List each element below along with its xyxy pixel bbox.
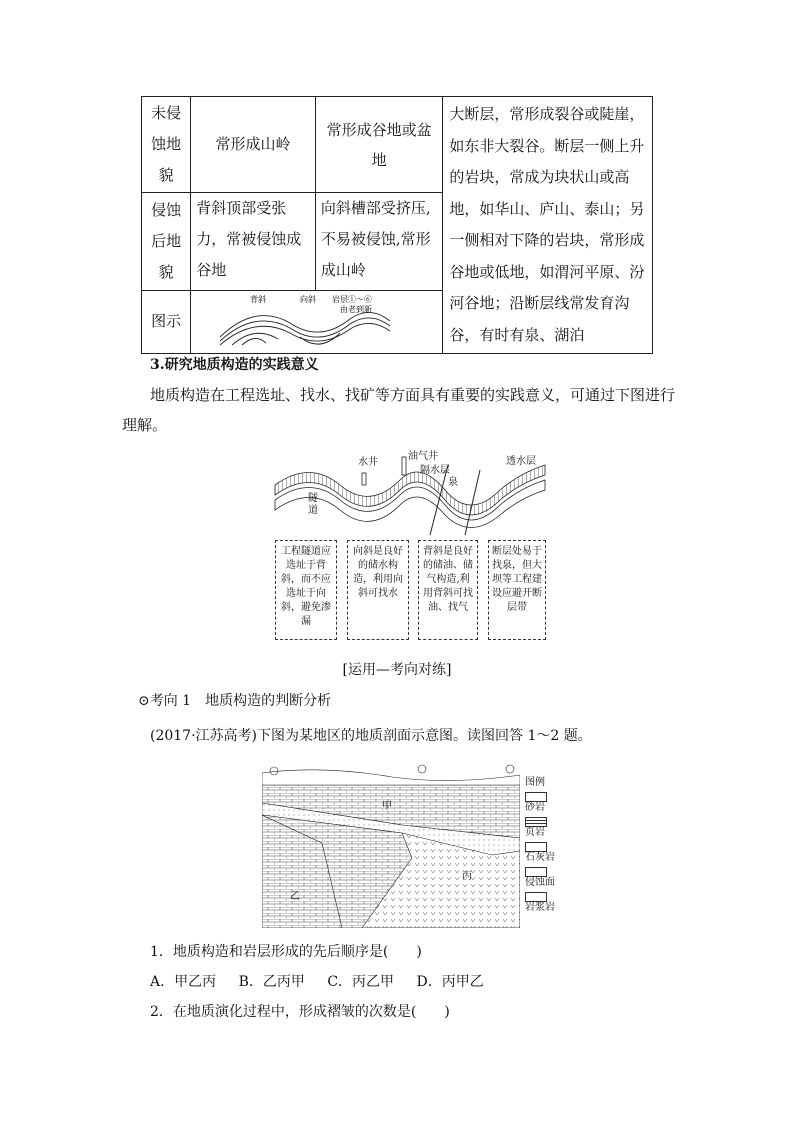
cell-fault-description: 大断层，常形成裂谷或陡崖，如东非大裂谷。断层一侧上升的岩块，常成为块状山或高地，如华山、庐山、泰山；另一侧相对下降的岩块，常形成谷地或低地，如渭河平原、汾河谷地；沿断层线常发育沟谷，有时有泉、湖泊 [443, 97, 653, 354]
row-head-uneroded: 未侵蚀地貌 [142, 97, 191, 193]
legend-erosion-swatch [525, 867, 547, 877]
fold-illustration [200, 293, 433, 351]
kaoxiang-heading: ⊙考向 1 地质构造的判断分析 [138, 693, 332, 709]
row-head-figure: 图示 [142, 290, 191, 354]
q1-option-b[interactable]: B．乙丙甲 [238, 974, 305, 990]
label-oil-gas-well: 油气井 [408, 451, 438, 462]
section-3-paragraph: 地质构造在工程选址、找水、找矿等方面具有重要的实践意义，可通过下图进行理解。 [122, 386, 676, 434]
legend-title: 图例 [525, 777, 545, 788]
note-tunnel: 工程隧道应选址于背斜，而不应选址于向斜，避免渗漏 [275, 540, 337, 640]
label-aquiclude: 隔水层 [420, 465, 450, 476]
legend-limestone-swatch [525, 842, 547, 852]
label-bing: 丙 [462, 871, 472, 882]
question-1-options [150, 967, 610, 997]
legend-sandstone-swatch [525, 792, 547, 802]
q1-option-c[interactable]: C．丙乙甲 [327, 974, 395, 990]
legend-sandstone: 砂岩 [525, 802, 545, 813]
legend-shale: 页岩 [525, 827, 545, 838]
fold-figure-cell [191, 290, 443, 354]
cross-section-svg [262, 763, 520, 928]
legend-magma-swatch [525, 892, 547, 902]
fold-label-strata: 岩层①～⑥ [332, 294, 373, 304]
cell-anticline-eroded: 背斜顶部受张力，常被侵蚀成谷地 [191, 193, 316, 290]
geo-structure-table [141, 96, 653, 354]
fold-label-anticline: 背斜 [250, 294, 267, 304]
fold-label-order: 由老到新 [340, 304, 373, 314]
question-1-stem: 1．地质构造和岩层形成的先后顺序是( ) [150, 944, 422, 960]
cell-anticline-uneroded: 常形成山岭 [191, 97, 316, 193]
cell-syncline-uneroded: 常形成谷地或盆地 [315, 97, 443, 193]
row-head-eroded: 侵蚀后地貌 [142, 193, 191, 290]
label-water-well: 水井 [358, 457, 378, 468]
legend-limestone: 石灰岩 [525, 852, 555, 863]
question-intro: (2017·江苏高考)下图为某地区的地质剖面示意图。读图回答 1～2 题。 [150, 728, 592, 744]
label-yi: 乙 [290, 891, 300, 902]
label-tunnel: 隧道 [308, 493, 318, 516]
fold-label-syncline: 向斜 [300, 294, 317, 304]
legend-shale-swatch [525, 817, 547, 827]
legend [525, 777, 555, 914]
note-anticline-oil: 背斜是良好的储油、储气构造,利用背斜可找油、找气 [418, 540, 478, 640]
label-spring: 泉 [448, 477, 458, 488]
legend-erosion: 侵蚀面 [525, 877, 555, 888]
section-3-title: 3.研究地质构造的实践意义 [150, 357, 319, 373]
cross-section-figure [262, 763, 555, 933]
note-fault-spring: 断层处易于找泉，但大坝等工程建设应避开断层带 [488, 540, 546, 640]
question-2-stem: 2．在地质演化过程中，形成褶皱的次数是( ) [150, 1004, 450, 1020]
label-aquifer: 透水层 [506, 456, 536, 467]
practical-diagram [270, 445, 550, 645]
label-jia: 甲 [382, 801, 392, 812]
note-syncline-water: 向斜是良好的储水构造，利用向斜可找水 [347, 540, 409, 640]
q1-option-d[interactable]: D．丙甲乙 [416, 974, 484, 990]
cell-syncline-eroded: 向斜槽部受挤压,不易被侵蚀,常形成山岭 [315, 193, 443, 290]
practice-title: [运用—考向对练] [342, 662, 452, 678]
q1-option-a[interactable]: A．甲乙丙 [150, 974, 217, 990]
legend-magma: 岩浆岩 [525, 902, 555, 913]
